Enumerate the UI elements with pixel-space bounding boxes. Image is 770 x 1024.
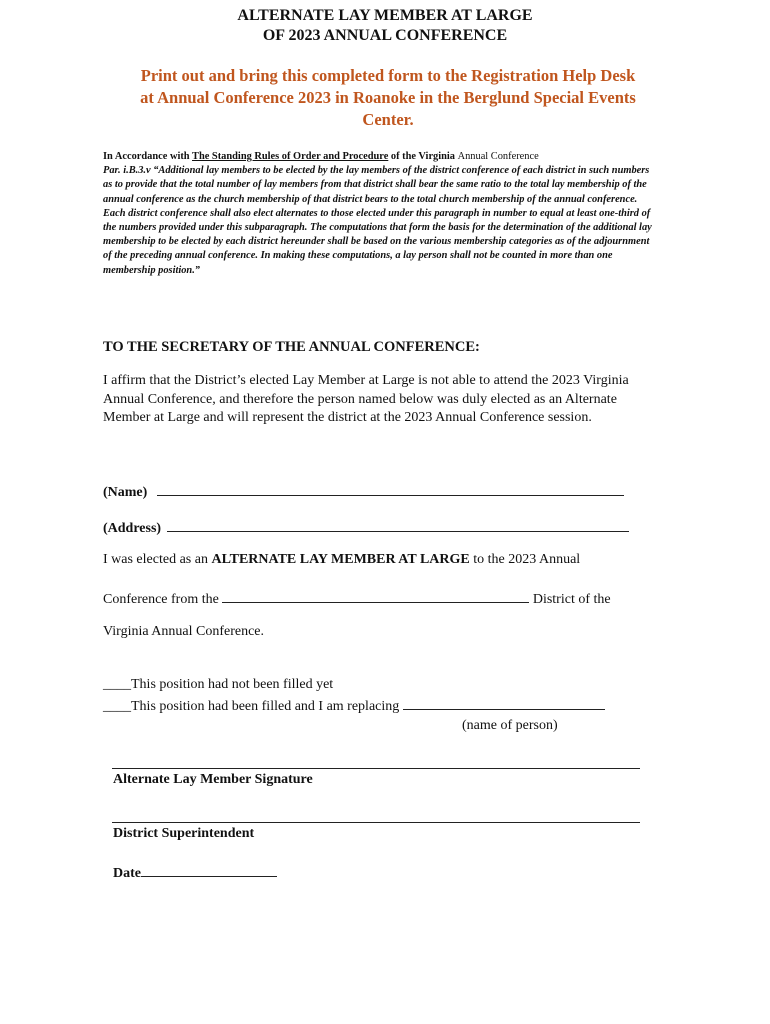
title-line-2: OF 2023 ANNUAL CONFERENCE — [262, 27, 508, 44]
name-field[interactable] — [157, 481, 624, 496]
superintendent-signature-label: District Superintendent — [113, 826, 255, 841]
option-filled — [103, 695, 605, 715]
replaced-person-field[interactable] — [403, 695, 605, 710]
address-row — [103, 517, 629, 537]
affirmation-text: I affirm that the District’s elected Lay Member at Large is not able to attend the 2023 Virginia Annual Conference, and therefore the person named below was duly elected as an Alternate Member at Large and will represent the district at the 2023 Annual Conference session. — [103, 373, 629, 425]
rules-paragraph-ref: Par. i.B.3.v — [103, 165, 151, 177]
alternate-signature-line[interactable] — [112, 768, 640, 769]
date-row — [113, 862, 277, 882]
district-row — [103, 588, 611, 608]
conference-row: Virginia Annual Conference. — [103, 624, 265, 639]
rules-document-name: The Standing Rules of Order and Procedure — [192, 151, 389, 162]
district-from-text: Conference from the — [103, 592, 219, 607]
election-prefix: I was elected as an — [103, 552, 208, 567]
election-row — [103, 552, 580, 568]
form-title — [0, 6, 770, 46]
title-line-1: ALTERNATE LAY MEMBER AT LARGE — [237, 7, 533, 24]
name-label: (Name) — [103, 485, 148, 500]
district-suffix: District of the — [532, 592, 611, 607]
rules-conference-text: Annual Conference — [457, 151, 539, 162]
not-filled-label: This position had not been filled yet — [131, 677, 334, 692]
filled-checkbox[interactable]: ____ — [103, 699, 131, 714]
alternate-signature-label: Alternate Lay Member Signature — [113, 772, 313, 787]
election-role: ALTERNATE LAY MEMBER AT LARGE — [211, 552, 470, 567]
not-filled-checkbox[interactable]: ____ — [103, 677, 131, 692]
rules-lead: In Accordance with — [103, 151, 190, 162]
address-label: (Address) — [103, 521, 162, 536]
election-suffix: to the 2023 Annual — [473, 552, 581, 567]
date-field[interactable] — [141, 862, 277, 877]
registration-notice — [96, 65, 680, 131]
secretary-heading: TO THE SECRETARY OF THE ANNUAL CONFERENCE: — [103, 339, 480, 355]
district-field[interactable] — [222, 588, 529, 603]
notice-line-2: at Annual Conference 2023 in Roanoke in the Berglund Special Events — [140, 88, 636, 107]
name-row — [103, 481, 624, 501]
date-label: Date — [113, 866, 141, 881]
rules-excerpt — [103, 150, 653, 278]
option-not-filled — [103, 677, 333, 693]
rules-of-text: of the Virginia — [390, 151, 455, 162]
superintendent-signature-line[interactable] — [112, 822, 640, 823]
filled-label: This position had been filled and I am replacing — [131, 699, 400, 714]
rules-quote: “Additional lay members to be elected by the lay members of the district conference of each district in such numbers as to provide that the total number of lay members from that district shall bear the same ratio to the total lay membership of the annual conference as the church membership of that district bears to the total church membership of the annual conference. Each district conference shall also elect alternates to those elected under this paragraph in number to equal at least one-third of the numbers provided under this subparagraph. The computations that form the basis for the determination of the additional lay membership to be elected by each district hereunder shall be based on the various membership categories as of the adjournment of the preceding annual conference. In making these computations, a lay person shall not be counted in more than one membership position.” — [103, 165, 652, 276]
notice-line-1: Print out and bring this completed form to the Registration Help Desk — [140, 66, 636, 85]
replaced-person-caption: (name of person) — [462, 718, 558, 733]
address-field[interactable] — [167, 517, 629, 532]
notice-line-3: Center. — [362, 110, 414, 129]
